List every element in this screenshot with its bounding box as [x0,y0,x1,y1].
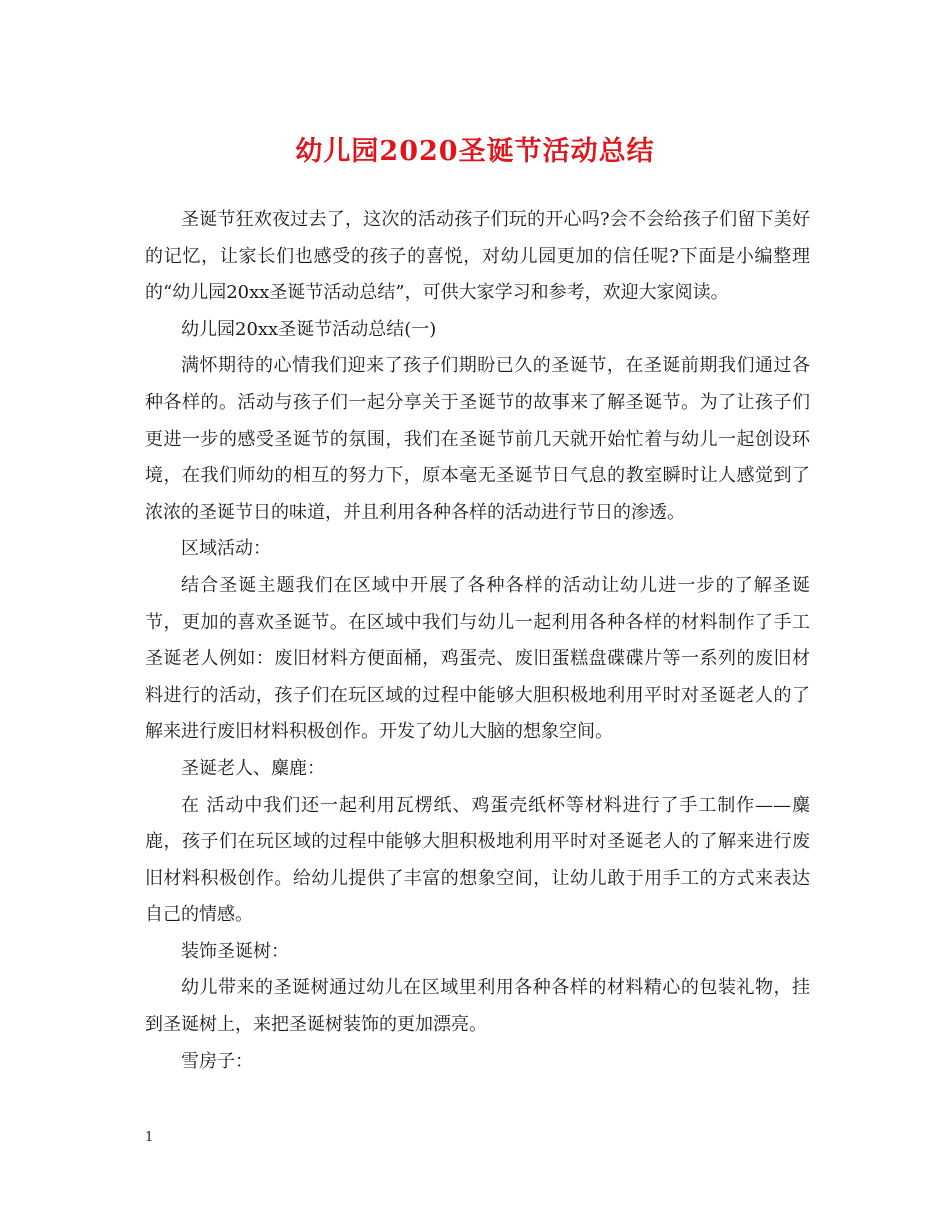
section-heading-summary-one: 幼儿园20xx圣诞节活动总结(一) [181,318,437,340]
page-number: 1 [145,1130,154,1145]
section-heading-santa-reindeer: 圣诞老人、麋鹿： [181,757,325,779]
paragraph-area-activities: 结合圣诞主题我们在区域中开展了各种各样的活动让幼儿进一步的了解圣诞节，更加的喜欢圣诞节。在区域中我们与幼儿一起利用各种各样的材料制作了手工圣诞老人例如：废旧材料方便面桶，鸡蛋壳、废旧蛋糕盘碟碟片等一系列的废旧材料进行的活动，孩子们在玩区域的过程中能够大胆积极地利用平时对圣诞老人的了解来进行废旧材料积极创作。开发了幼儿大脑的想象空间。 [145,574,810,743]
document-title: 幼儿园2020圣诞节活动总结 [295,136,655,167]
paragraph-decorate-tree: 幼儿带来的圣诞树通过幼儿在区域里利用各种各样的材料精心的包装礼物，挂到圣诞树上，来把圣诞树装饰的更加漂亮。 [145,977,810,1036]
paragraph-christmas-preparation: 满怀期待的心情我们迎来了孩子们期盼已久的圣诞节，在圣诞前期我们通过各种各样的。活动与孩子们一起分享关于圣诞节的故事来了解圣诞节。为了让孩子们更进一步的感受圣诞节的氛围，我们在圣诞节前几天就开始忙着与幼儿一起创设环境，在我们师幼的相互的努力下，原本毫无圣诞节日气息的教室瞬时让人感觉到了浓浓的圣诞节日的味道，并且利用各种各样的活动进行节日的渗透。 [145,355,810,523]
paragraph-santa-reindeer: 在 活动中我们还一起利用瓦楞纸、鸡蛋壳纸杯等材料进行了手工制作——麋鹿，孩子们在玩区域的过程中能够大胆积极地利用平时对圣诞老人的了解来进行废旧材料积极创作。给幼儿提供了丰富的想象空间，让幼儿敢于用手工的方式来表达自己的情感。 [145,794,810,926]
section-heading-area-activities: 区域活动： [181,538,271,560]
paragraph-intro: 圣诞节狂欢夜过去了，这次的活动孩子们玩的开心吗?会不会给孩子们留下美好的记忆，让家长们也感受的孩子的喜悦，对幼儿园更加的信任呢?下面是小编整理的“幼儿园20xx圣诞节活动总结”，可供大家学习和参考，欢迎大家阅读。 [145,209,810,304]
section-heading-snow-house: 雪房子： [181,1050,253,1072]
document-body [145,202,810,1080]
section-heading-decorate-tree: 装饰圣诞树： [181,940,289,962]
